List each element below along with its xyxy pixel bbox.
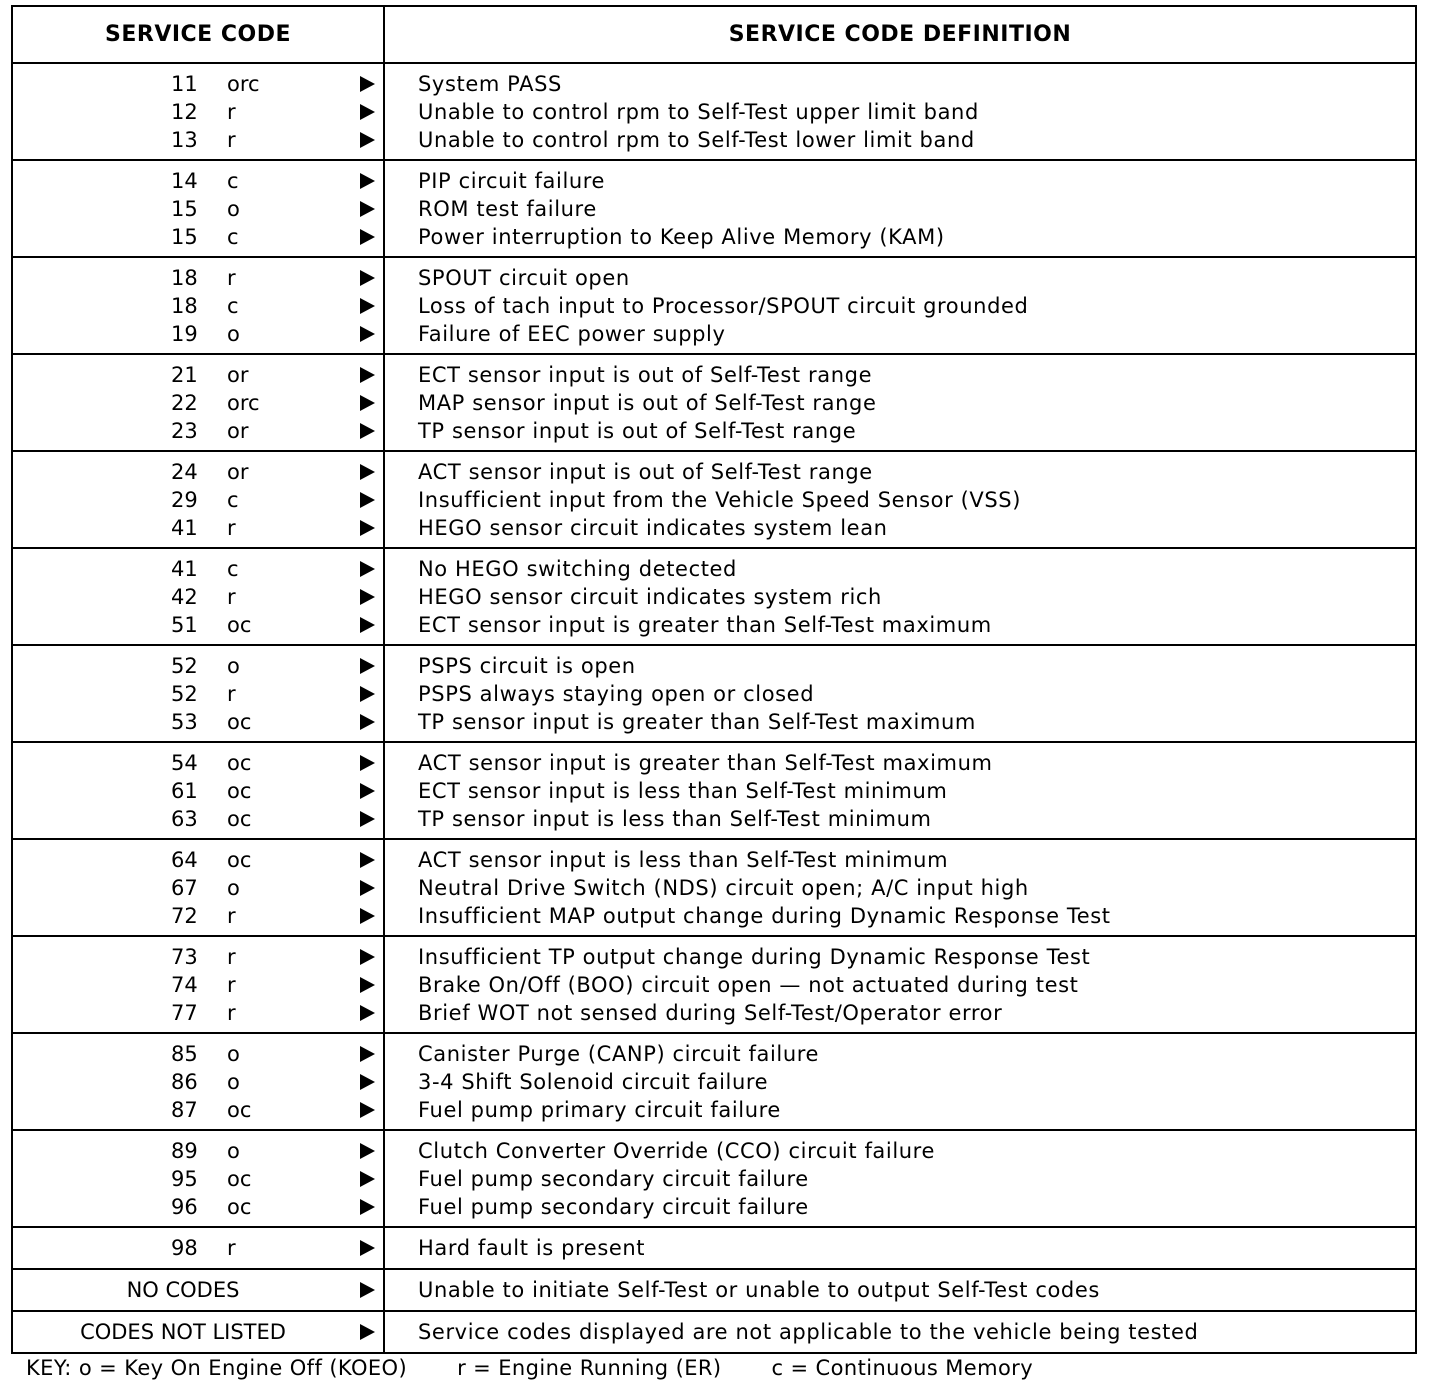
key-o: KEY: o = Key On Engine Off (KOEO) [26,1356,408,1380]
code-line [13,514,383,542]
test-mode: r [227,265,236,290]
key-r: r = Engine Running (ER) [457,1356,722,1380]
service-code-number: 63 [171,806,198,831]
table-row [12,160,1416,257]
code-line [13,195,383,223]
definition-cell [384,839,1416,936]
code-line [13,999,383,1027]
code-line [13,1234,383,1262]
service-code-number: 29 [171,487,198,512]
code-cell [12,548,384,645]
test-mode: r [227,944,236,969]
service-code-number: 11 [171,71,198,96]
table-row [12,257,1416,354]
service-code-number: 41 [171,556,198,581]
service-code-number: 64 [171,847,198,872]
table-row [12,63,1416,160]
definition-cell [384,1227,1416,1269]
pointer-arrow-icon [360,977,375,993]
pointer-arrow-icon [360,520,375,536]
definition-text: PSPS circuit is open [418,653,636,678]
test-mode: oc [227,750,252,775]
service-code-number: 86 [171,1069,198,1094]
code-line [13,1193,383,1221]
code-cell [12,1269,384,1311]
test-mode: orc [227,71,260,96]
test-mode: r [227,1000,236,1025]
definition-text: Failure of EEC power supply [418,321,726,346]
key-legend [26,1356,1033,1380]
code-line [13,1165,383,1193]
table-row [12,1033,1416,1130]
service-code-number: 14 [171,168,198,193]
test-mode: oc [227,778,252,803]
code-line [13,1318,383,1346]
pointer-arrow-icon [360,395,375,411]
pointer-arrow-icon [360,423,375,439]
test-mode: c [227,293,239,318]
pointer-arrow-icon [360,1046,375,1062]
code-line [13,98,383,126]
definition-cell [384,354,1416,451]
service-code-number: 98 [171,1236,198,1260]
definition-text: ECT sensor input is less than Self-Test minimum [418,778,948,803]
code-line [13,874,383,902]
definition-text: No HEGO switching detected [418,556,737,581]
test-mode: o [227,653,240,678]
special-code-label: CODES NOT LISTED [80,1320,286,1344]
test-mode: oc [227,1194,252,1219]
service-code-number: 54 [171,750,198,775]
definition-text: Insufficient input from the Vehicle Speed Sensor (VSS) [418,487,1022,512]
definition-text: 3-4 Shift Solenoid circuit failure [418,1069,769,1094]
service-code-number: 77 [171,1000,198,1025]
definition-text: Canister Purge (CANP) circuit failure [418,1041,820,1066]
pointer-arrow-icon [360,714,375,730]
pointer-arrow-icon [360,132,375,148]
pointer-arrow-icon [360,686,375,702]
definition-text: Fuel pump secondary circuit failure [418,1166,809,1191]
code-cell [12,742,384,839]
definition-text: ACT sensor input is less than Self-Test minimum [418,847,949,872]
service-code-number: 53 [171,709,198,734]
table-body [12,63,1416,1353]
service-code-number: 73 [171,944,198,969]
service-code-number: 52 [171,681,198,706]
definition-text: Fuel pump primary circuit failure [418,1097,781,1122]
test-mode: o [227,196,240,221]
table-row [12,936,1416,1033]
definition-text: Insufficient MAP output change during Dynamic Response Test [418,903,1111,928]
definition-text: ECT sensor input is out of Self-Test range [418,362,873,387]
service-code-number: 24 [171,459,198,484]
code-cell [12,1033,384,1130]
definition-cell [384,1311,1416,1353]
definition-text: Fuel pump secondary circuit failure [418,1194,809,1219]
pointer-arrow-icon [360,1324,375,1340]
definition-text: SPOUT circuit open [418,265,630,290]
service-code-number: 67 [171,875,198,900]
test-mode: orc [227,390,260,415]
service-code-number: 95 [171,1166,198,1191]
special-code-label: NO CODES [126,1278,240,1302]
service-code-number: 18 [171,293,198,318]
code-line [13,70,383,98]
definition-text: Hard fault is present [418,1236,646,1260]
code-line [13,652,383,680]
code-line [13,223,383,251]
code-line [13,583,383,611]
table-row [12,839,1416,936]
service-code-number: 42 [171,584,198,609]
code-line [13,555,383,583]
pointer-arrow-icon [360,270,375,286]
definition-text: Power interruption to Keep Alive Memory (KAM) [418,224,945,249]
code-line [13,902,383,930]
test-mode: oc [227,806,252,831]
code-line [13,846,383,874]
pointer-arrow-icon [360,852,375,868]
service-code-number: 15 [171,196,198,221]
pointer-arrow-icon [360,104,375,120]
code-line [13,486,383,514]
special-row [12,1311,1416,1353]
code-line [13,126,383,154]
header-service-code-definition: SERVICE CODE DEFINITION [384,6,1416,63]
service-code-number: 13 [171,127,198,152]
code-line [13,943,383,971]
test-mode: o [227,875,240,900]
definition-text: Unable to control rpm to Self-Test lower limit band [418,127,975,152]
service-code-number: 61 [171,778,198,803]
code-line [13,708,383,736]
test-mode: or [227,418,249,443]
code-line [13,1096,383,1124]
pointer-arrow-icon [360,76,375,92]
pointer-arrow-icon [360,880,375,896]
service-code-number: 89 [171,1138,198,1163]
definition-text: ACT sensor input is out of Self-Test range [418,459,873,484]
test-mode: o [227,1138,240,1163]
test-mode: r [227,903,236,928]
definition-text: Brief WOT not sensed during Self-Test/Operator error [418,1000,1003,1025]
pointer-arrow-icon [360,367,375,383]
definition-cell [384,936,1416,1033]
definition-text: Brake On/Off (BOO) circuit open — not actuated during test [418,972,1079,997]
pointer-arrow-icon [360,811,375,827]
test-mode: c [227,556,239,581]
code-cell [12,1227,384,1269]
definition-cell [384,257,1416,354]
service-code-number: 15 [171,224,198,249]
service-code-number: 85 [171,1041,198,1066]
test-mode: o [227,1041,240,1066]
code-line [13,320,383,348]
header-service-code: SERVICE CODE [12,6,384,63]
definition-text: Insufficient TP output change during Dynamic Response Test [418,944,1091,969]
definition-cell [384,645,1416,742]
pointer-arrow-icon [360,464,375,480]
code-cell [12,936,384,1033]
test-mode: oc [227,1166,252,1191]
service-code-number: 21 [171,362,198,387]
test-mode: o [227,321,240,346]
code-line [13,971,383,999]
pointer-arrow-icon [360,561,375,577]
pointer-arrow-icon [360,173,375,189]
pointer-arrow-icon [360,1199,375,1215]
code-line [13,1276,383,1304]
test-mode: c [227,224,239,249]
test-mode: r [227,99,236,124]
pointer-arrow-icon [360,658,375,674]
service-code-number: 18 [171,265,198,290]
test-mode: oc [227,709,252,734]
pointer-arrow-icon [360,492,375,508]
definition-text: System PASS [418,71,562,96]
code-cell [12,451,384,548]
pointer-arrow-icon [360,589,375,605]
key-c: c = Continuous Memory [771,1356,1034,1380]
test-mode: or [227,459,249,484]
test-mode: or [227,362,249,387]
code-cell [12,839,384,936]
code-line [13,389,383,417]
code-line [13,680,383,708]
service-code-number: 23 [171,418,198,443]
definition-text: TP sensor input is out of Self-Test range [418,418,857,443]
table-row [12,742,1416,839]
code-line [13,458,383,486]
definition-cell [384,160,1416,257]
pointer-arrow-icon [360,298,375,314]
code-line [13,167,383,195]
test-mode: oc [227,847,252,872]
definition-text: PIP circuit failure [418,168,606,193]
service-code-table [11,5,1417,1354]
test-mode: oc [227,612,252,637]
pointer-arrow-icon [360,1143,375,1159]
definition-text: ACT sensor input is greater than Self-Test maximum [418,750,993,775]
service-code-number: 74 [171,972,198,997]
definition-cell [384,451,1416,548]
pointer-arrow-icon [360,1074,375,1090]
pointer-arrow-icon [360,229,375,245]
test-mode: r [227,515,236,540]
code-cell [12,257,384,354]
code-line [13,611,383,639]
test-mode: r [227,681,236,706]
pointer-arrow-icon [360,949,375,965]
code-line [13,417,383,445]
table-row [12,645,1416,742]
code-line [13,292,383,320]
code-cell [12,1311,384,1353]
test-mode: r [227,127,236,152]
table-row [12,1227,1416,1269]
code-line [13,264,383,292]
definition-text: TP sensor input is less than Self-Test minimum [418,806,932,831]
code-line [13,805,383,833]
test-mode: oc [227,1097,252,1122]
table-row [12,548,1416,645]
definition-cell [384,1033,1416,1130]
code-line [13,1137,383,1165]
service-code-number: 12 [171,99,198,124]
pointer-arrow-icon [360,783,375,799]
code-line [13,1040,383,1068]
definition-text: MAP sensor input is out of Self-Test range [418,390,877,415]
service-code-number: 96 [171,1194,198,1219]
definition-text: Loss of tach input to Processor/SPOUT circuit grounded [418,293,1029,318]
definition-cell [384,742,1416,839]
code-line [13,361,383,389]
definition-text: Clutch Converter Override (CCO) circuit failure [418,1138,935,1163]
service-code-number: 72 [171,903,198,928]
definition-text: Unable to control rpm to Self-Test upper limit band [418,99,979,124]
definition-text: HEGO sensor circuit indicates system lean [418,515,888,540]
code-line [13,1068,383,1096]
test-mode: r [227,1236,236,1260]
service-code-number: 52 [171,653,198,678]
code-cell [12,63,384,160]
definition-text: Service codes displayed are not applicable to the vehicle being tested [418,1320,1199,1344]
pointer-arrow-icon [360,908,375,924]
code-line [13,749,383,777]
table-row [12,451,1416,548]
definition-text: Neutral Drive Switch (NDS) circuit open; A/C input high [418,875,1029,900]
test-mode: c [227,487,239,512]
pointer-arrow-icon [360,1240,375,1256]
definition-cell [384,1130,1416,1227]
header-row [12,6,1416,63]
pointer-arrow-icon [360,1005,375,1021]
service-code-number: 19 [171,321,198,346]
definition-text: ROM test failure [418,196,597,221]
definition-cell [384,1269,1416,1311]
code-line [13,777,383,805]
definition-text: ECT sensor input is greater than Self-Test maximum [418,612,992,637]
definition-text: TP sensor input is greater than Self-Test maximum [418,709,976,734]
test-mode: r [227,584,236,609]
pointer-arrow-icon [360,201,375,217]
test-mode: c [227,168,239,193]
table-row [12,1130,1416,1227]
code-cell [12,645,384,742]
code-cell [12,354,384,451]
service-code-number: 51 [171,612,198,637]
service-code-number: 87 [171,1097,198,1122]
pointer-arrow-icon [360,1102,375,1118]
pointer-arrow-icon [360,1282,375,1298]
definition-cell [384,63,1416,160]
test-mode: r [227,972,236,997]
service-code-number: 41 [171,515,198,540]
definition-text: HEGO sensor circuit indicates system rich [418,584,882,609]
code-cell [12,1130,384,1227]
definition-text: Unable to initiate Self-Test or unable to output Self-Test codes [418,1278,1100,1302]
definition-cell [384,548,1416,645]
table-row [12,354,1416,451]
code-cell [12,160,384,257]
pointer-arrow-icon [360,1171,375,1187]
test-mode: o [227,1069,240,1094]
pointer-arrow-icon [360,617,375,633]
pointer-arrow-icon [360,326,375,342]
definition-text: PSPS always staying open or closed [418,681,815,706]
pointer-arrow-icon [360,755,375,771]
service-code-number: 22 [171,390,198,415]
special-row [12,1269,1416,1311]
